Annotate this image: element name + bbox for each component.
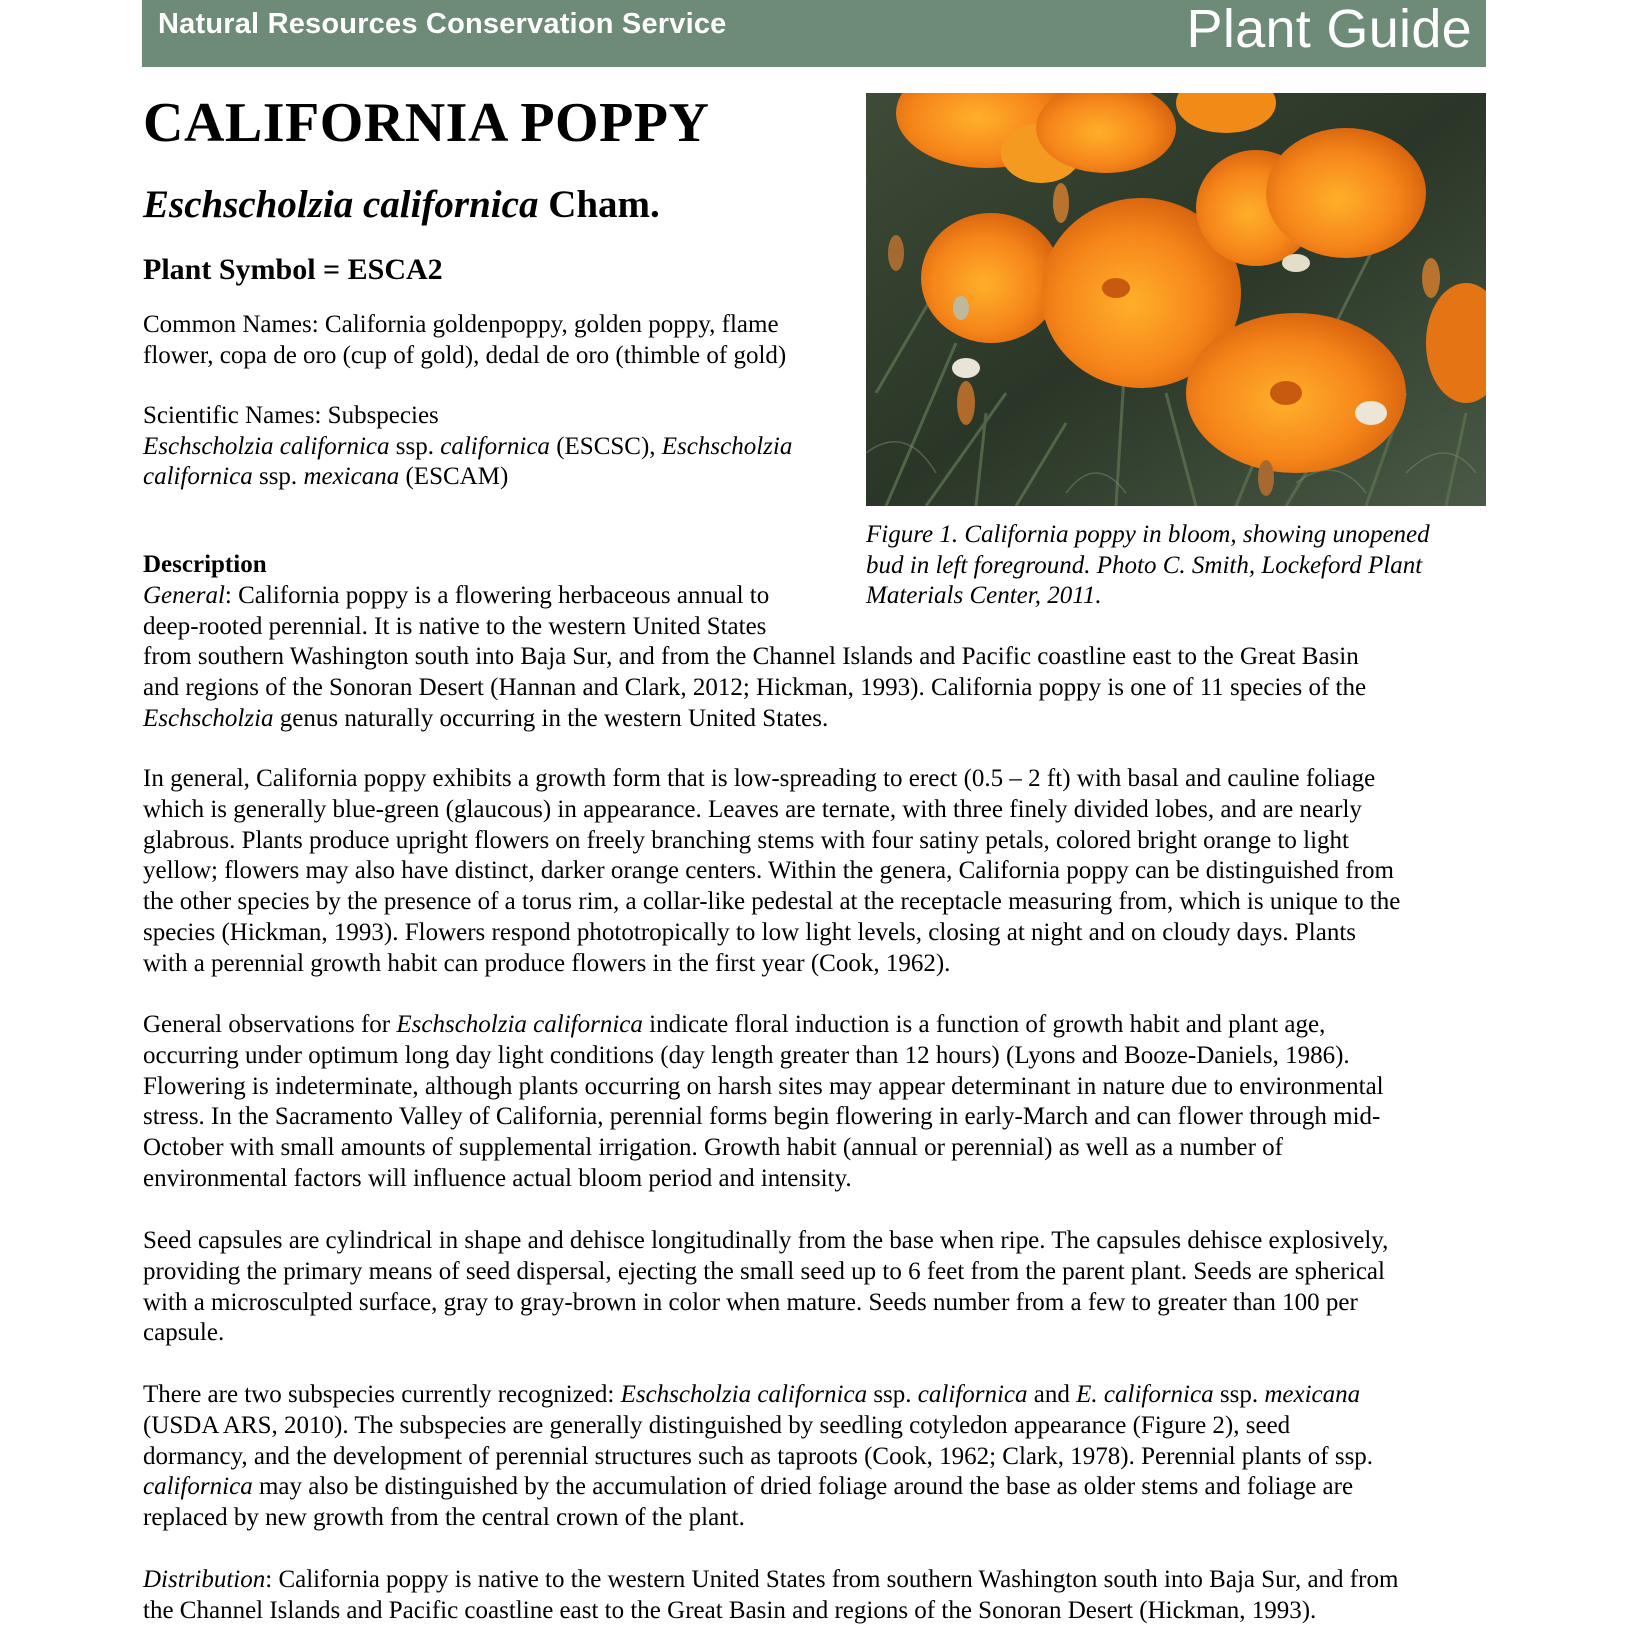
text-run: There are two subspecies currently recognized:	[143, 1381, 621, 1408]
plant-symbol: Plant Symbol = ESCA2	[143, 253, 443, 286]
text-run: General observations for	[143, 1011, 397, 1038]
common-names	[143, 310, 863, 371]
general-line	[143, 704, 1488, 735]
scientific-names	[143, 401, 863, 493]
floral-induction-paragraph	[143, 1010, 1488, 1195]
taxon-name: mexicana	[1264, 1381, 1361, 1408]
taxon-name: E. californica	[1076, 1381, 1214, 1408]
poppy-photo	[866, 93, 1486, 506]
taxon-name: mexicana	[303, 463, 400, 490]
paragraph-line: Flowering is indeterminate, although plants occurring on harsh sites may appear determinant in nature due to environmental	[143, 1072, 1384, 1100]
taxon-name: californica	[917, 1381, 1028, 1408]
paragraph-line: environmental factors will influence actual bloom period and intensity.	[143, 1164, 852, 1192]
taxon-name: californica	[143, 463, 253, 490]
subspecies-paragraph	[143, 1380, 1488, 1534]
general-label: General	[143, 582, 225, 609]
general-line: deep-rooted perennial. It is native to the western United States	[143, 612, 767, 640]
paragraph-line: the other species by the presence of a torus rim, a collar-like pedestal at the receptacle measuring from, which is unique to the	[143, 888, 1401, 916]
species-authority: Cham.	[548, 183, 660, 226]
general-paragraph-top	[143, 581, 833, 642]
paragraph-line: dormancy, and the development of perennial structures such as taproots (Cook, 1962; Clark, 1978). Perennial plants of ssp.	[143, 1442, 1374, 1470]
figure-caption	[866, 520, 1486, 612]
poppy-photo-illustration	[866, 93, 1486, 506]
paragraph-line: October with small amounts of supplemental irrigation. Growth habit (annual or perennial) as well as a number of	[143, 1134, 1283, 1162]
paragraph-line	[143, 1010, 1488, 1041]
distribution-paragraph	[143, 1565, 1488, 1627]
taxon-name: Eschscholzia californica	[620, 1381, 868, 1408]
text-run: (ESCSC),	[549, 432, 662, 460]
page-title: CALIFORNIA POPPY	[143, 92, 710, 154]
general-line: and regions of the Sonoran Desert (Hannan and Clark, 2012; Hickman, 1993). California poppy is one of 11 species of the	[143, 673, 1367, 701]
paragraph-line: which is generally blue-green (glaucous) in appearance. Leaves are ternate, with three finely divided lobes, and are nearly	[143, 795, 1362, 823]
paragraph-line	[143, 1380, 1488, 1411]
species-name: Eschscholzia californica	[143, 183, 539, 226]
paragraph-line: occurring under optimum long day light conditions (day length greater than 12 hours) (Lyons and Booze-Daniels, 1986).	[143, 1041, 1350, 1069]
taxon-name: Eschscholzia	[143, 704, 274, 732]
paragraph-line: Seed capsules are cylindrical in shape and dehisce longitudinally from the base when ripe. The capsules dehisce explosively,	[143, 1227, 1389, 1254]
plant-guide-label: Plant Guide	[1186, 0, 1472, 59]
taxon-name: californica	[143, 1473, 253, 1501]
title-block	[143, 90, 863, 493]
text-run: (ESCAM)	[399, 463, 509, 490]
paragraph-line: the Channel Islands and Pacific coastline east to the Great Basin and regions of the Sonoran Desert (Hickman, 1993).	[143, 1596, 1317, 1624]
caption-line: Materials Center, 2011.	[866, 582, 1102, 609]
general-line: from southern Washington south into Baja Sur, and from the Channel Islands and Pacific coastline east to the Great Basin	[143, 643, 1359, 670]
taxon-name: Eschscholzia californica	[396, 1011, 643, 1038]
scientific-name	[143, 182, 863, 228]
text-run: : California poppy is a flowering herbaceous annual to	[224, 582, 770, 609]
paragraph-line: glabrous. Plants produce upright flowers on freely branching stems with four satiny petals, colored bright orange to light	[143, 826, 1349, 854]
common-names-line: Common Names: California goldenpoppy, golden poppy, flame	[143, 311, 779, 338]
text-run: ssp.	[1213, 1381, 1265, 1408]
paragraph-line: capsule.	[143, 1319, 225, 1347]
text-run: genus naturally occurring in the western United States.	[273, 704, 829, 732]
general-paragraph-rest	[143, 642, 1488, 734]
distribution-label: Distribution	[143, 1566, 266, 1593]
paragraph-line	[143, 1472, 1488, 1503]
paragraph-line: In general, California poppy exhibits a growth form that is low-spreading to erect (0.5 – 2 ft) with basal and cauline foliage	[143, 765, 1376, 792]
taxon-name: californica	[440, 432, 550, 460]
paragraph-line: stress. In the Sacramento Valley of California, perennial forms begin flowering in early-March and can flower through mid-	[143, 1103, 1381, 1131]
paragraph-line	[143, 1565, 1488, 1596]
paragraph-line: with a microsculpted surface, gray to gray-brown in color when mature. Seeds number from a few to greater than 100 per	[143, 1288, 1358, 1316]
paragraph-line: yellow; flowers may also have distinct, darker orange centers. Within the genera, California poppy can be distinguished from	[143, 857, 1394, 885]
text-run: ssp.	[867, 1381, 918, 1408]
seed-capsules-paragraph	[143, 1226, 1488, 1349]
text-run: indicate floral induction is a function of growth habit and plant age,	[642, 1011, 1326, 1038]
general-line	[143, 581, 833, 612]
text-run: and	[1027, 1381, 1077, 1408]
paragraph-line: replaced by new growth from the central crown of the plant.	[143, 1504, 745, 1532]
paragraph-line: (USDA ARS, 2010). The subspecies are generally distinguished by seedling cotyledon appearance (Figure 2), seed	[143, 1411, 1291, 1439]
paragraph-line: species (Hickman, 1993). Flowers respond phototropically to low light levels, closing at night and on cloudy days. Plants	[143, 918, 1357, 946]
scientific-names-line: Scientific Names: Subspecies	[143, 402, 439, 429]
paragraph-line: providing the primary means of seed dispersal, ejecting the small seed up to 6 feet from the parent plant. Seeds are spherical	[143, 1257, 1385, 1285]
caption-line: Figure 1. California poppy in bloom, showing unopened	[866, 521, 1430, 548]
paragraph-line: with a perennial growth habit can produce flowers in the first year (Cook, 1962).	[143, 949, 951, 977]
scientific-names-line	[143, 462, 863, 493]
scientific-names-line	[143, 432, 863, 463]
header-banner	[142, 0, 1486, 67]
description-heading: Description	[143, 551, 267, 578]
growth-form-paragraph	[143, 764, 1488, 980]
text-run: may also be distinguished by the accumulation of dried foliage around the base as older stems and foliage are	[252, 1473, 1354, 1501]
text-run: : California poppy is native to the western United States from southern Washington south into Baja Sur, and from	[265, 1566, 1399, 1593]
caption-line: bud in left foreground. Photo C. Smith, Lockeford Plant	[866, 551, 1423, 579]
text-run: ssp.	[252, 463, 304, 490]
common-names-line: flower, copa de oro (cup of gold), dedal de oro (thimble of gold)	[143, 341, 787, 369]
taxon-name: Eschscholzia	[661, 432, 793, 460]
taxon-name: Eschscholzia californica	[143, 432, 390, 460]
text-run: ssp.	[389, 432, 441, 460]
agency-name: Natural Resources Conservation Service	[158, 8, 727, 40]
